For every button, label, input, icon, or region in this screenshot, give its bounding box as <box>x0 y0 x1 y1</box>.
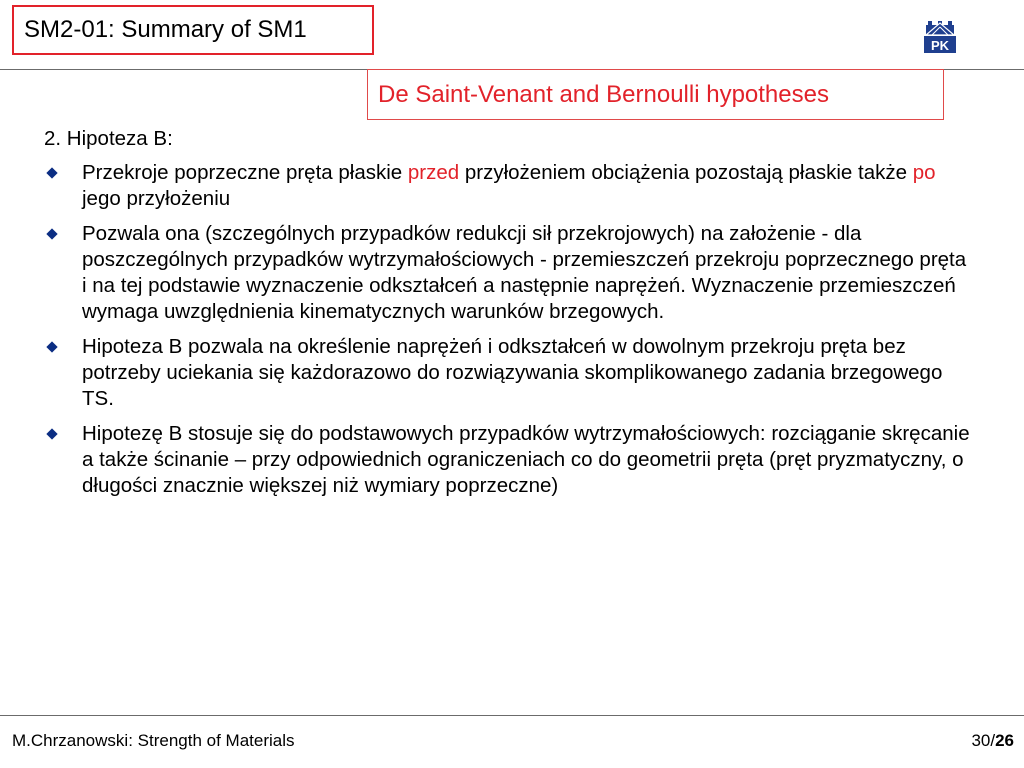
section-subtitle: De Saint-Venant and Bernoulli hypotheses <box>378 80 829 108</box>
slide-title: SM2-01: Summary of SM1 <box>24 16 307 43</box>
footer-divider <box>0 715 1024 716</box>
bullet-text-part: jego przyłożeniu <box>82 187 231 210</box>
page-total: 26 <box>995 731 1014 750</box>
page-current: 30/ <box>971 731 996 750</box>
highlight-before: przed <box>407 161 460 184</box>
page-number <box>971 731 1014 751</box>
section-subtitle-box <box>367 69 944 120</box>
bullet-item <box>44 160 974 212</box>
diamond-bullet-icon <box>46 428 57 439</box>
bullet-text-part: Przekroje poprzeczne pręta płaskie <box>82 161 408 184</box>
bullet-text-part: przyłożeniem obciążenia pozostają płaskie także <box>459 161 913 184</box>
logo-letters: PK <box>930 38 950 53</box>
bullet-item <box>44 221 974 325</box>
bullet-text: Pozwala ona (szczególnych przypadków redukcji sił przekrojowych) na założenie - dla poszczególnych przypadków wytrzymałościowych - przemieszczeń przekroju poprzecznego pręta i na tej podstawie wyznaczenie odkształceń a następnie naprężeń. Wyznaczenie przemieszczeń wymaga uwzględnienia kinematycznych warunków brzegowych. <box>82 222 967 323</box>
bullet-text: Hipotezę B stosuje się do podstawowych przypadków wytrzymałościowych: rozciąganie skręcanie a także ścinanie – przy odpowiednich ograniczeniach co do geometrii pręta (pręt pryzmatyczny, o długości znacznie większej niż wymiary poprzeczne) <box>82 422 970 497</box>
slide-content <box>44 126 974 508</box>
diamond-bullet-icon <box>46 167 57 178</box>
bullet-item <box>44 334 974 412</box>
bullet-list <box>44 160 974 499</box>
content-heading: 2. Hipoteza B: <box>44 127 173 150</box>
bullet-item <box>44 421 974 499</box>
diamond-bullet-icon <box>46 341 57 352</box>
highlight-after: po <box>912 161 936 184</box>
diamond-bullet-icon <box>46 228 57 239</box>
bullet-text: Hipoteza B pozwala na określenie naprężeń i odkształceń w dowolnym przekroju pręta bez potrzeby uciekania się każdorazowo do rozwiązywania skomplikowanego zadania brzegowego TS. <box>82 335 943 410</box>
footer-author: M.Chrzanowski: Strength of Materials <box>12 731 295 750</box>
slide-title-box <box>12 5 374 55</box>
pk-university-crest-icon <box>922 19 958 55</box>
